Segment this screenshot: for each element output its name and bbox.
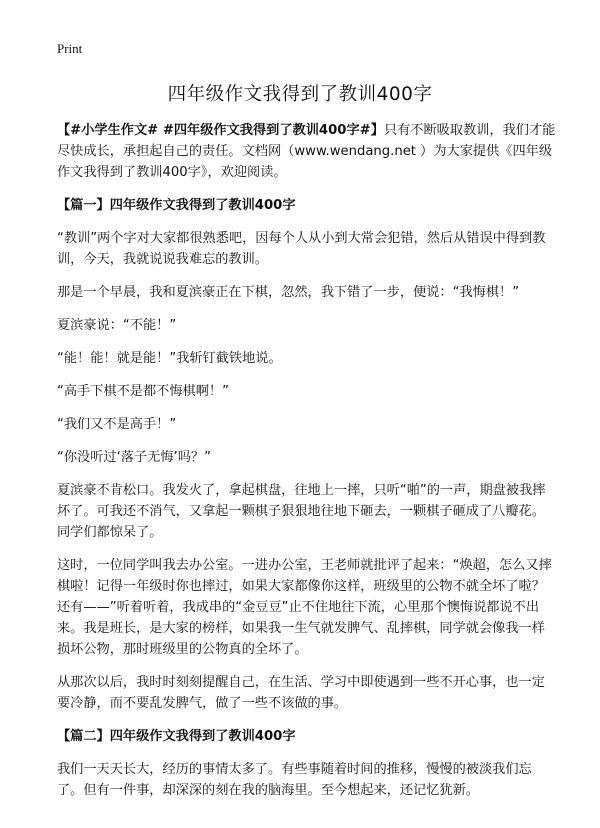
section-1-heading: 【篇一】四年级作文我得到了教训400字 [57,198,296,213]
paragraph: “我们又不是高手！” [57,417,177,432]
paragraph: 从那次以后，我时时刻刻提醒自己，在生活、学习中即使遇到一些不开心事，也一定要冷静，而不要乱发脾气，做了一些不该做的事。 [57,675,545,711]
paragraph: 这时，一位同学叫我去办公室。一进办公室，王老师就批评了起来：“焕超，怎么又摔棋啦！记得一年级时你也摔过，如果大家都像你这样，班级里的公物不就全坏了啦？还有——”听着听着，我成串的“金豆豆”止不住地往下流，心里那个懊悔说都说不出来。我是班长，是大家的榜样，如果我一生气就发脾气、乱摔棋，同学就会像我一样损坏公物，那时班级里的公物真的全坏了。 [57,558,552,657]
paragraph: 夏滨豪说：“不能！” [57,318,177,333]
document-body [57,120,557,813]
intro-paragraph [57,120,557,183]
section-2-heading: 【篇二】四年级作文我得到了教训400字 [57,729,296,744]
paragraph: 我们一天天长大，经历的事情太多了。有些事随着时间的推移，慢慢的被淡我们忘了。但有一件事，却深深的刻在我的脑海里。至今想起来，还记忆犹新。 [57,762,532,798]
paragraph: “高手下棋不是都不悔棋啊！” [57,384,229,399]
paragraph: “能！能！就是能！”我斩钉截铁地说。 [57,351,282,366]
intro-tags: 【#小学生作文# #四年级作文我得到了教训400字#】 [57,123,384,138]
paragraph: 夏滨豪不肯松口。我发火了，拿起棋盘，往地上一摔，只听“啪”的一声，期盘被我摔坏了。可我还不消气，又拿起一颗棋子狠狠地往地下砸去，一颗棋子砸成了八瓣花。同学们都惊呆了。 [57,483,546,540]
document-title: 四年级作文我得到了教训400字 [167,84,433,105]
intro-body: 只有不断吸取教训，我们才能尽快成长，承担起自己的责任。文档网（www.wendang.net ）为大家提供《四年级作文我得到了教训400字》，欢迎阅读。 [57,123,556,180]
paragraph: 那是一个早晨，我和夏滨豪正在下棋，忽然，我下错了一步，便说：“我悔棋！” [57,285,520,300]
paragraph: “你没听过‘落子无悔’吗？” [57,450,211,465]
print-label: Print [57,41,83,56]
paragraph: “教训”两个字对大家都很熟悉吧，因每个人从小到大常会犯错，然后从错误中得到教训，今天，我就说说我难忘的教训。 [57,231,546,267]
